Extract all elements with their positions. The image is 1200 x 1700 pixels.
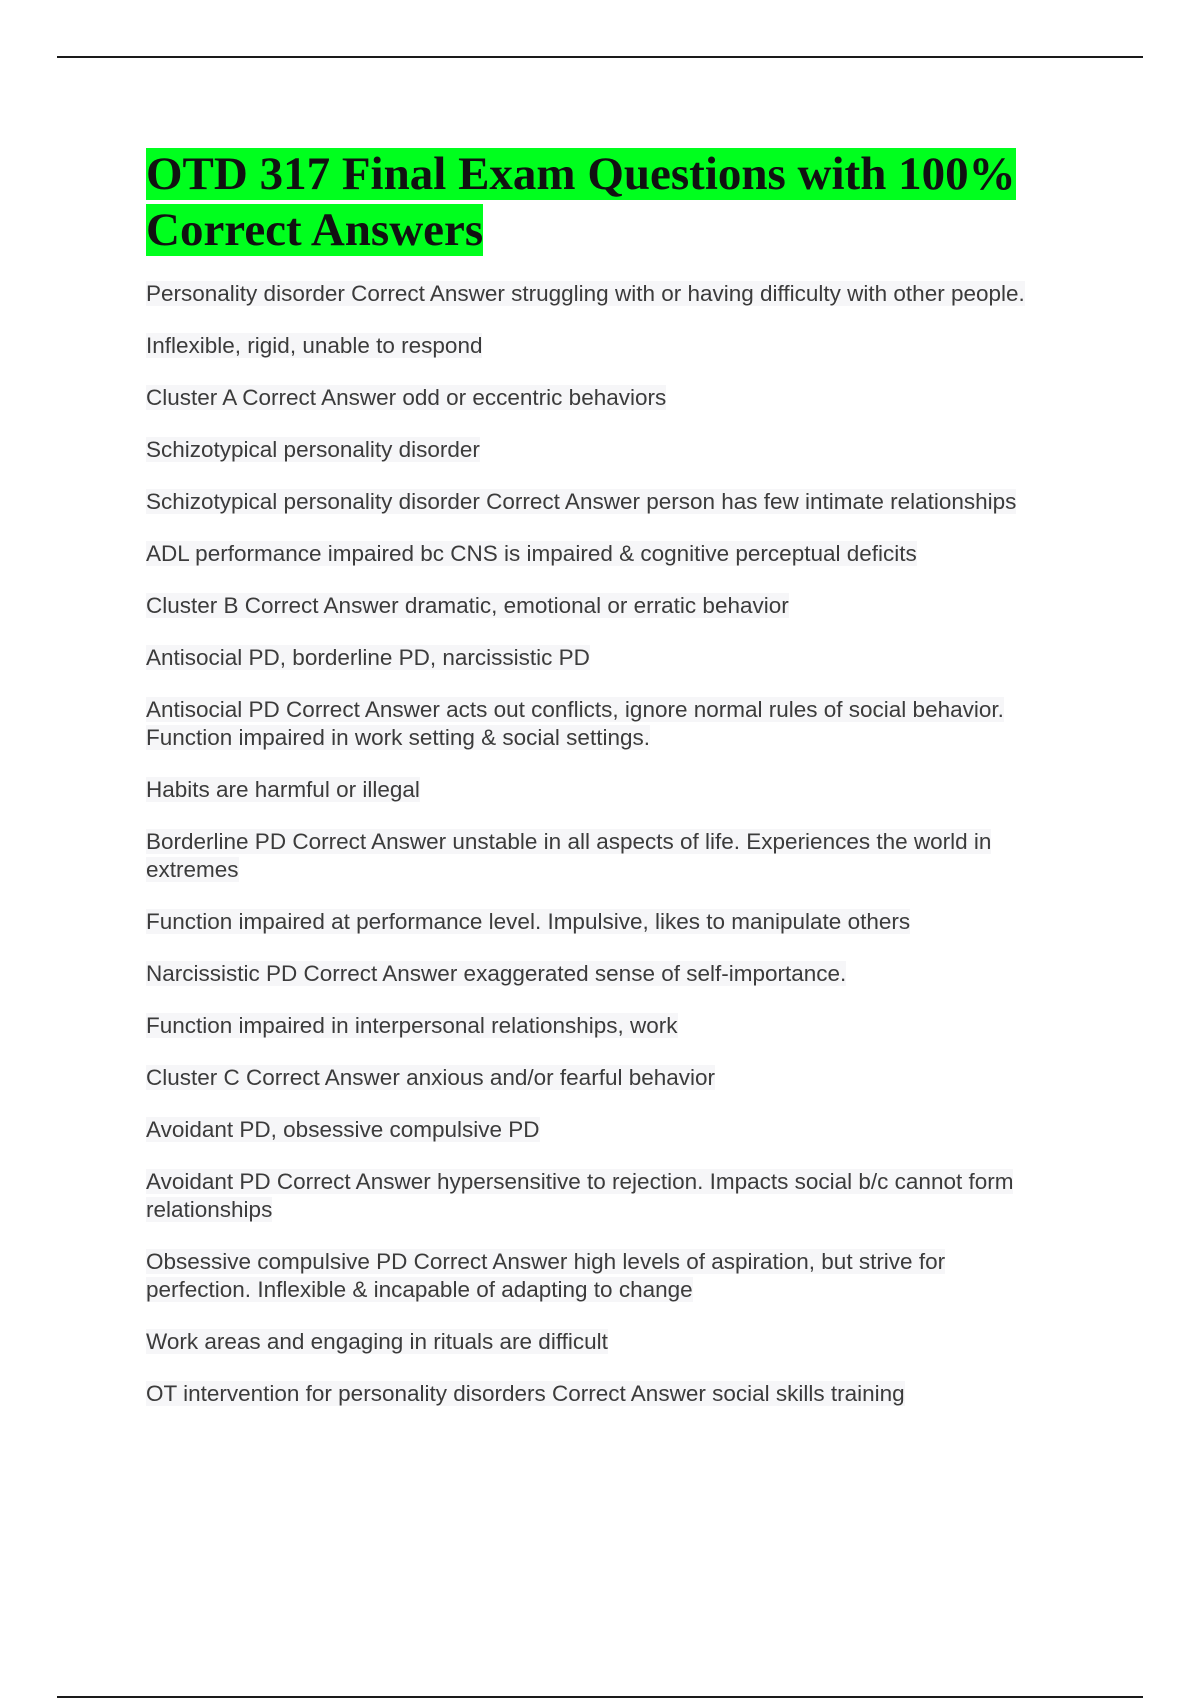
qa-line: Antisocial PD Correct Answer acts out conflicts, ignore normal rules of social behavior. Function impaired in work setting & social settings. — [146, 697, 1004, 750]
qa-line: Avoidant PD Correct Answer hypersensitive to rejection. Impacts social b/c cannot form relationships — [146, 1169, 1014, 1222]
qa-line: Inflexible, rigid, unable to respond — [146, 333, 483, 358]
qa-line: Habits are harmful or illegal — [146, 777, 420, 802]
qa-line: Schizotypical personality disorder — [146, 437, 480, 462]
qa-line: Borderline PD Correct Answer unstable in all aspects of life. Experiences the world in extremes — [146, 829, 992, 882]
qa-line: Cluster B Correct Answer dramatic, emotional or erratic behavior — [146, 593, 789, 618]
qa-line: Schizotypical personality disorder Correct Answer person has few intimate relationships — [146, 489, 1017, 514]
document-title: OTD 317 Final Exam Questions with 100% Correct Answers — [146, 148, 1016, 256]
qa-line: Cluster A Correct Answer odd or eccentric behaviors — [146, 385, 667, 410]
bottom-rule — [57, 1696, 1143, 1698]
qa-line: OT intervention for personality disorders Correct Answer social skills training — [146, 1381, 905, 1406]
qa-line: ADL performance impaired bc CNS is impaired & cognitive perceptual deficits — [146, 541, 917, 566]
qa-line: Personality disorder Correct Answer struggling with or having difficulty with other people. — [146, 281, 1025, 306]
top-rule — [57, 56, 1143, 58]
qa-line: Cluster C Correct Answer anxious and/or fearful behavior — [146, 1065, 716, 1090]
qa-line: Avoidant PD, obsessive compulsive PD — [146, 1117, 540, 1142]
qa-line: Function impaired in interpersonal relationships, work — [146, 1013, 678, 1038]
qa-line: Work areas and engaging in rituals are difficult — [146, 1329, 608, 1354]
qa-line: Obsessive compulsive PD Correct Answer high levels of aspiration, but strive for perfection. Inflexible & incapable of adapting to change — [146, 1249, 946, 1302]
qa-line: Antisocial PD, borderline PD, narcissistic PD — [146, 645, 590, 670]
qa-line: Narcissistic PD Correct Answer exaggerated sense of self-importance. — [146, 961, 847, 986]
qa-line: Function impaired at performance level. Impulsive, likes to manipulate others — [146, 909, 911, 934]
document-body — [146, 146, 1046, 1408]
